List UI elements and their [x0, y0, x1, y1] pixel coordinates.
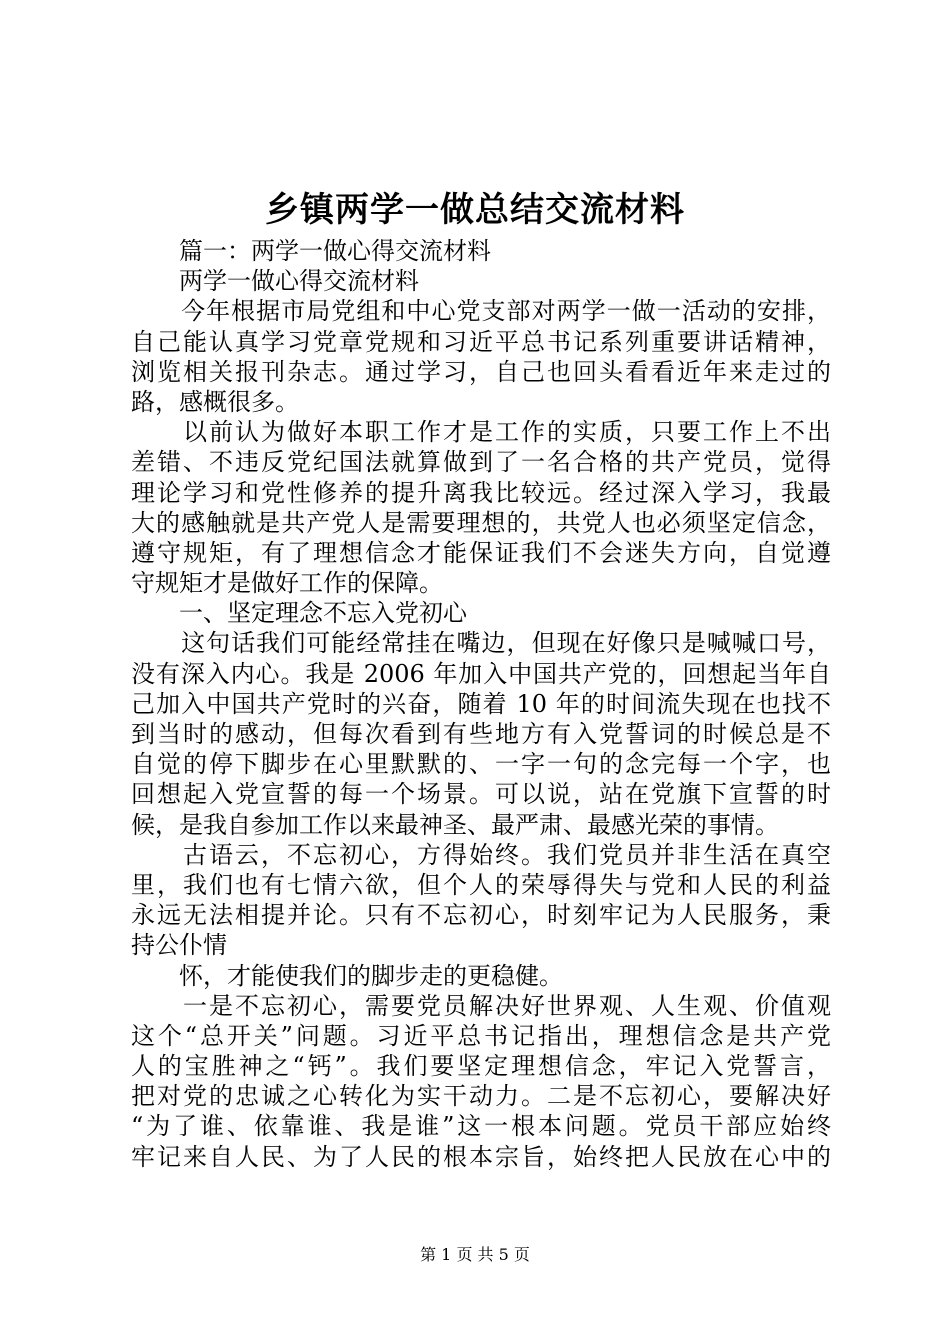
body-line: 两学一做心得交流材料 — [131, 267, 419, 296]
body-line: 一、坚定理念不忘入党初心 — [131, 599, 467, 628]
body-line: 自己能认真学习党章党规和习近平总书记系列重要讲话精神， — [131, 327, 831, 356]
body-line: 理论学习和党性修养的提升离我比较远。经过深入学习，我最 — [131, 478, 831, 507]
body-line: 牢记来自人民、为了人民的根本宗旨，始终把人民放在心中的 — [131, 1142, 831, 1171]
body-line: 把对党的忠诚之心转化为实干动力。二是不忘初心，要解决好 — [131, 1082, 831, 1111]
body-line: 永远无法相提并论。只有不忘初心，时刻牢记为人民服务，秉 — [131, 901, 831, 930]
body-line: 一是不忘初心，需要党员解决好世界观、人生观、价值观 — [131, 991, 831, 1020]
body-line: 路，感概很多。 — [131, 387, 299, 416]
body-line: 大的感触就是共产党人是需要理想的，共党人也必须坚定信念， — [131, 508, 831, 537]
body-line: 篇一：两学一做心得交流材料 — [131, 237, 491, 265]
body-line: 人的宝胜神之“钙”。我们要坚定理想信念，牢记入党誓言， — [131, 1052, 831, 1081]
page-footer: 第 1 页 共 5 页 — [420, 1245, 530, 1264]
body-line: 怀，才能使我们的脚步走的更稳健。 — [131, 961, 563, 990]
body-line: 古语云，不忘初心，方得始终。我们党员并非生活在真空 — [131, 840, 831, 869]
body-line: 今年根据市局党组和中心党支部对两学一做一活动的安排， — [131, 297, 831, 326]
body-line: 这句话我们可能经常挂在嘴边，但现在好像只是喊喊口号， — [131, 629, 831, 658]
body-line: 没有深入内心。我是 2006 年加入中国共产党的，回想起当年自 — [131, 659, 831, 688]
body-line: 浏览相关报刊杂志。通过学习，自己也回头看看近年来走过的 — [131, 357, 831, 386]
document-body — [131, 236, 831, 1172]
body-line: 差错、不违反党纪国法就算做到了一名合格的共产党员，觉得 — [131, 448, 831, 477]
body-line: “为了谁、依靠谁、我是谁”这一根本问题。党员干部应始终 — [131, 1112, 831, 1141]
body-line: 己加入中国共产党时的兴奋，随着 10 年的时间流失现在也找不 — [131, 689, 831, 718]
body-line: 持公仆情 — [131, 931, 227, 960]
body-line: 遵守规矩，有了理想信念才能保证我们不会迷失方向，自觉遵 — [131, 538, 831, 567]
body-line: 候，是我自参加工作以来最神圣、最严肃、最感光荣的事情。 — [131, 810, 779, 839]
body-line: 回想起入党宣誓的每一个场景。可以说，站在党旗下宣誓的时 — [131, 780, 831, 809]
body-line: 守规矩才是做好工作的保障。 — [131, 569, 443, 598]
body-line: 这个“总开关”问题。习近平总书记指出，理想信念是共产党 — [131, 1021, 831, 1050]
body-line: 到当时的感动，但每次看到有些地方有入党誓词的时候总是不 — [131, 720, 831, 748]
document-title: 乡镇两学一做总结交流材料 — [265, 190, 685, 230]
body-line: 里，我们也有七情六欲，但个人的荣辱得失与党和人民的利益 — [131, 870, 831, 899]
body-line: 自觉的停下脚步在心里默默的、一字一句的念完每一个字，也 — [131, 750, 831, 779]
body-line: 以前认为做好本职工作才是工作的实质，只要工作上不出 — [131, 418, 831, 447]
